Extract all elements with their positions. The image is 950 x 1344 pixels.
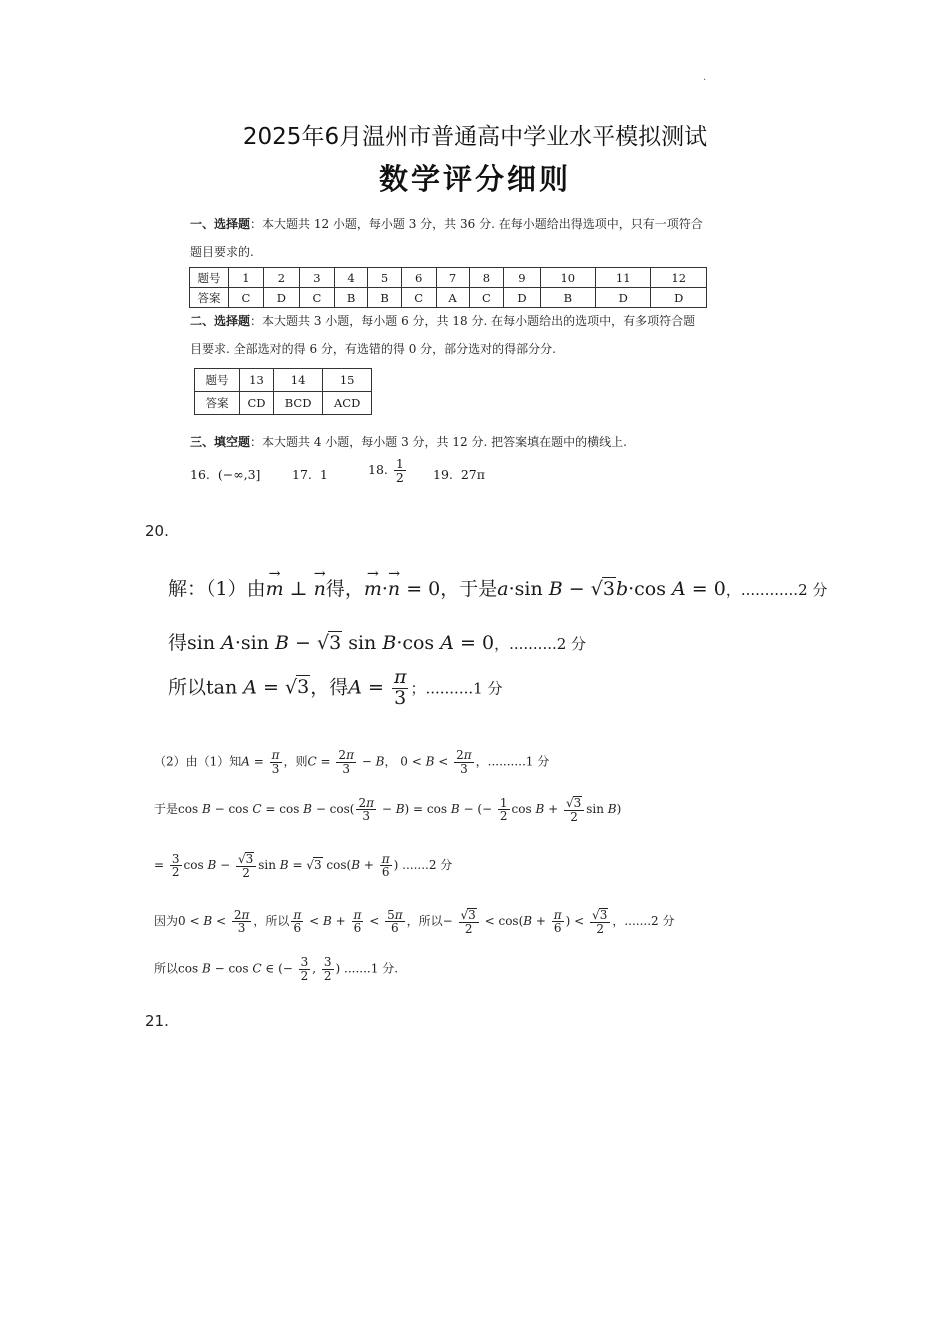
row-label-a: 答案	[190, 288, 229, 308]
q-number: 15	[323, 369, 372, 392]
answer-cell: B	[368, 288, 402, 308]
q-number: 13	[240, 369, 274, 392]
p1-line3-score: ；..........1 分	[410, 679, 503, 698]
q-number: 5	[368, 268, 402, 288]
q-number: 7	[436, 268, 469, 288]
section2-heading: 二、选择题	[190, 314, 251, 328]
q21-label: 21.	[145, 1012, 169, 1030]
row-label-q: 题号	[195, 369, 240, 392]
q-number: 1	[229, 268, 264, 288]
answer-cell: D	[263, 288, 299, 308]
q-number: 11	[596, 268, 651, 288]
q20-part1-line3: 所以tan A = √3，得A = $\frac{\pi}{3}$ ；..........1 分	[168, 666, 503, 709]
answer-cell: B	[540, 288, 595, 308]
p1-line3-mid: ，得	[310, 676, 349, 699]
answer-cell: BCD	[273, 392, 322, 415]
q-number: 4	[334, 268, 368, 288]
p2-line2-prefix: 于是	[154, 802, 179, 817]
section1-number-row	[190, 268, 707, 288]
row-label-a: 答案	[195, 392, 240, 415]
q18-denominator: 2	[395, 470, 404, 486]
p2-line1-score: ，..........1 分	[475, 754, 550, 769]
q20-label: 20.	[145, 522, 169, 540]
section2-answer-table	[194, 368, 372, 415]
fill-q18	[368, 457, 408, 484]
q19-answer: 27π	[460, 467, 485, 482]
q20-part1-line2: 得sin A·sin B − √3 sin B·cos A = 0，..........2 分	[168, 632, 587, 654]
answer-cell: C	[300, 288, 335, 308]
p2-line3-score: .......2 分	[402, 858, 453, 873]
q-number: 12	[651, 268, 707, 288]
q16-label: 16.	[190, 467, 210, 482]
q-number: 2	[263, 268, 299, 288]
answer-cell: D	[596, 288, 651, 308]
p2-line1-then: ，则	[283, 754, 308, 769]
answer-cell: CD	[240, 392, 274, 415]
section2-instructions	[190, 307, 720, 363]
p1-line1-prefix: 解：（1）由	[168, 578, 266, 600]
q-number: 8	[469, 268, 504, 288]
q-number: 6	[401, 268, 436, 288]
section2-text-line2: 目要求. 全部选对的得 6 分，有选错的得 0 分，部分选对的得部分分.	[190, 342, 556, 356]
fill-q17	[292, 467, 328, 482]
p2-line1-prefix: （2）由（1）知	[154, 754, 242, 769]
section2-text-line1: ：本大题共 3 小题，每小题 6 分，共 18 分. 在每小题给出的选项中，有多项符合题	[250, 314, 696, 328]
fill-q16	[190, 467, 260, 482]
answer-cell: C	[401, 288, 436, 308]
q20-part2-line1: （2）由（1）知A = $\frac{\pi}{3}$ ，则C = $\frac{2\pi}{3}$ − B， 0 < B < $\frac{2\pi}{3}$ ，..........1 分	[154, 748, 550, 776]
answer-cell: ACD	[323, 392, 372, 415]
row-label-q: 题号	[190, 268, 229, 288]
p2-line4-mid2: ，所以	[406, 914, 443, 929]
answer-cell: A	[436, 288, 469, 308]
p1-line2-score: ，..........2 分	[494, 635, 587, 653]
p1-line2-prefix: 得	[168, 632, 188, 654]
p2-line4-prefix: 因为	[154, 914, 179, 929]
q17-answer: 1	[319, 467, 328, 482]
q-number: 9	[504, 268, 540, 288]
section1-heading: 一、选择题	[190, 217, 251, 231]
q17-label: 17.	[292, 467, 312, 482]
p1-line1-score: ，............2 分	[725, 581, 828, 599]
section3-instructions	[190, 428, 720, 456]
q19-label: 19.	[433, 467, 453, 482]
section2-answer-row	[195, 392, 372, 415]
section1-instructions	[190, 210, 720, 266]
answer-cell: C	[229, 288, 264, 308]
section3-text: ：本大题共 4 小题，每小题 3 分，共 12 分. 把答案填在题中的横线上.	[250, 435, 627, 449]
page-subtitle: 数学评分细则	[378, 162, 571, 196]
section1-text-line1: ：本大题共 12 小题，每小题 3 分，共 36 分. 在每小题给出得选项中，只有一项符合	[250, 217, 703, 231]
answer-cell: D	[504, 288, 540, 308]
page-title: 2025年6月温州市普通高中学业水平模拟测试	[242, 124, 708, 150]
section1-answer-row	[190, 288, 707, 308]
section1-text-line2: 题目要求的.	[190, 245, 254, 259]
p2-line4-score: ，.......2 分	[612, 914, 675, 929]
fraction-pi-3: $\frac{\pi}{3}$	[393, 666, 407, 709]
answer-cell: C	[469, 288, 504, 308]
q16-answer: (−∞,3]	[217, 467, 261, 482]
p1-line3-prefix: 所以	[168, 676, 207, 699]
q20-part2-line5: 所以cos B − cos C ∈ (− $\frac{3}{2}$ , $\frac{3}{2}$ ) .......1 分.	[154, 955, 399, 983]
answer-cell: B	[334, 288, 368, 308]
q-number: 3	[300, 268, 335, 288]
q-number: 10	[540, 268, 595, 288]
q18-numerator: 1	[395, 456, 404, 471]
q20-part2-line3: = $\frac{3}{2}$ cos B − $\frac{√3}{2}$ sin B = √3 cos(B + $\frac{\pi}{6}$ ) .......2 分	[154, 851, 453, 880]
p2-line4-mid1: ，所以	[253, 914, 290, 929]
p2-line5-score: .......1 分.	[344, 961, 399, 976]
section1-answer-table	[189, 267, 707, 308]
fill-q19	[433, 467, 485, 482]
corner-mark: .	[703, 72, 707, 83]
q20-part1-line1: 解：（1）由→ m ⊥ → n得，→ m·→ n = 0，于是a·sin B − √3b·cos A = 0，............2 分	[168, 574, 827, 601]
q-number: 14	[273, 369, 322, 392]
section2-number-row	[195, 369, 372, 392]
q18-fraction	[394, 457, 406, 484]
p1-line1-mid: 得，	[325, 578, 364, 600]
p1-line1-then: ，于是	[440, 578, 498, 600]
p2-line5-prefix: 所以	[154, 961, 179, 976]
q20-part2-line4: 因为0 < B < $\frac{2\pi}{3}$ ，所以 $\frac{\pi}{6}$ < B + $\frac{\pi}{6}$ < $\frac{5\pi}{6}$ ，所以− $\frac{√3}{2}$ < cos(B + $\frac{\pi}{6}$ ) < $\frac{√3}{2}$ ，.......2 分	[154, 907, 675, 936]
q20-part2-line2: 于是cos B − cos C = cos B − cos( $\frac{2\pi}{3}$ − B) = cos B − (− $\frac{1}{2}$ cos B + $\frac{√3}{2}$ sin B)	[154, 795, 622, 824]
section3-heading: 三、填空题	[190, 435, 251, 449]
answer-cell: D	[651, 288, 707, 308]
q18-label: 18.	[368, 462, 388, 478]
